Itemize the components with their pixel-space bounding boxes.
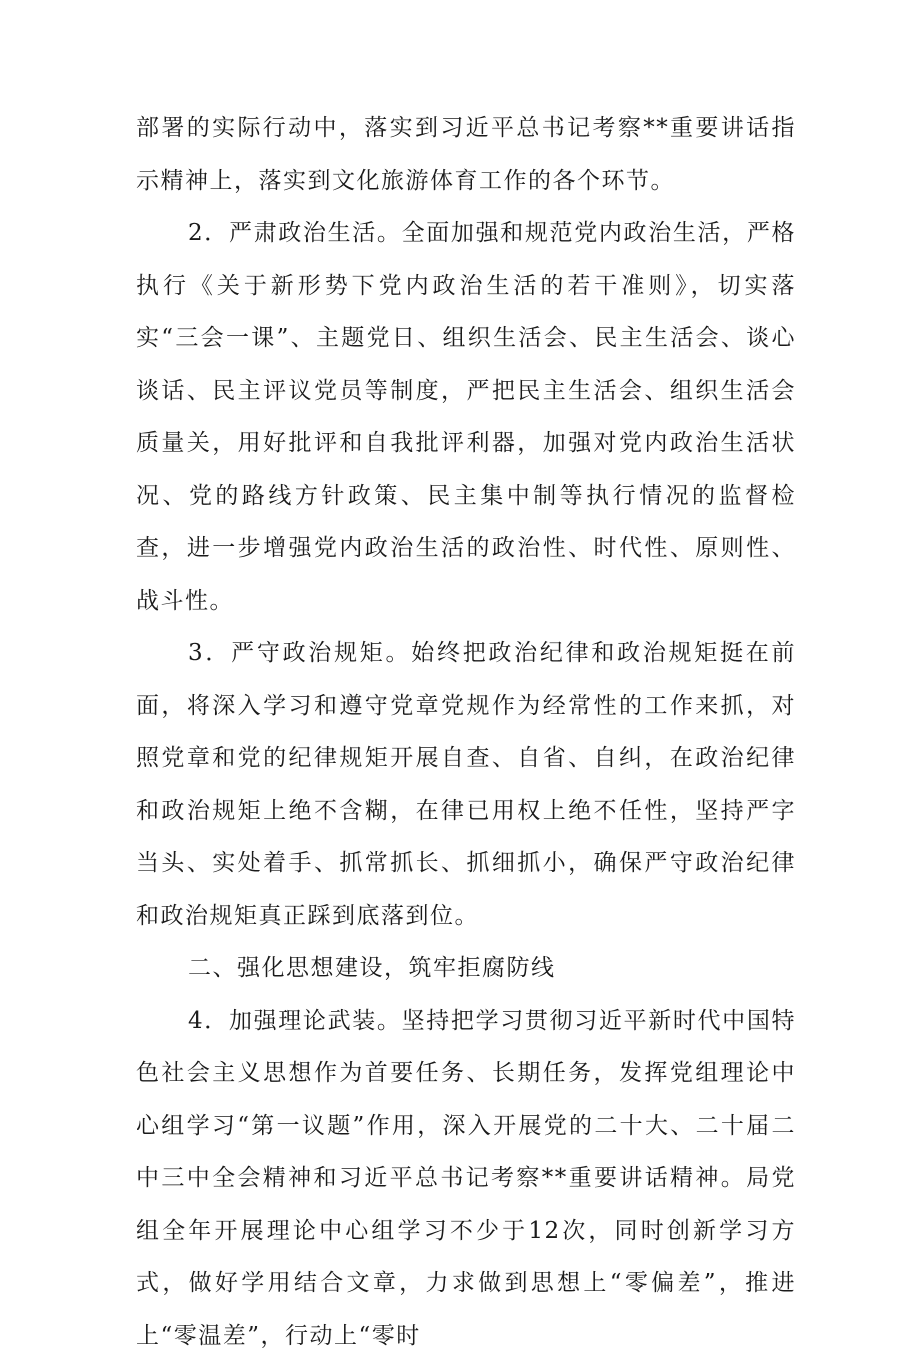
paragraph-strict-political-rules: 3．严守政治规矩。始终把政治纪律和政治规矩挺在前面，将深入学习和遵守党章党规作为经常性的工作来抓，对照党章和党的纪律规矩开展自查、自省、自纠，在政治纪律和政治规矩上绝不含糊，在律已用权上绝不任性，坚持严字当头、实处着手、抓常抓长、抓细抓小，确保严守政治纪律和政治规矩真正踩到底落到位。 xyxy=(136,627,796,942)
paragraph-theory-armament: 4．加强理论武装。坚持把学习贯彻习近平新时代中国特色社会主义思想作为首要任务、长期任务，发挥党组理论中心组学习“第一议题”作用，深入开展党的二十大、二十届二中三中全会精神和习近平总书记考察**重要讲话精神。局党组全年开展理论中心组学习不少于12次，同时创新学习方式，做好学用结合文章，力求做到思想上“零偏差”，推进上“零温差”，行动上“零时 xyxy=(136,995,796,1362)
section-heading-ideological-building: 二、强化思想建设，筑牢拒腐防线 xyxy=(136,942,796,995)
paragraph-strict-political-life: 2．严肃政治生活。全面加强和规范党内政治生活，严格执行《关于新形势下党内政治生活的若干准则》，切实落实“三会一课”、主题党日、组织生活会、民主生活会、谈心谈话、民主评议党员等制度，严把民主生活会、组织生活会质量关，用好批评和自我批评利器，加强对党内政治生活状况、党的路线方针政策、民主集中制等执行情况的监督检查，进一步增强党内政治生活的政治性、时代性、原则性、战斗性。 xyxy=(136,207,796,627)
document-page xyxy=(136,102,796,1362)
paragraph-continuation: 部署的实际行动中，落实到习近平总书记考察**重要讲话指示精神上，落实到文化旅游体育工作的各个环节。 xyxy=(136,102,796,207)
